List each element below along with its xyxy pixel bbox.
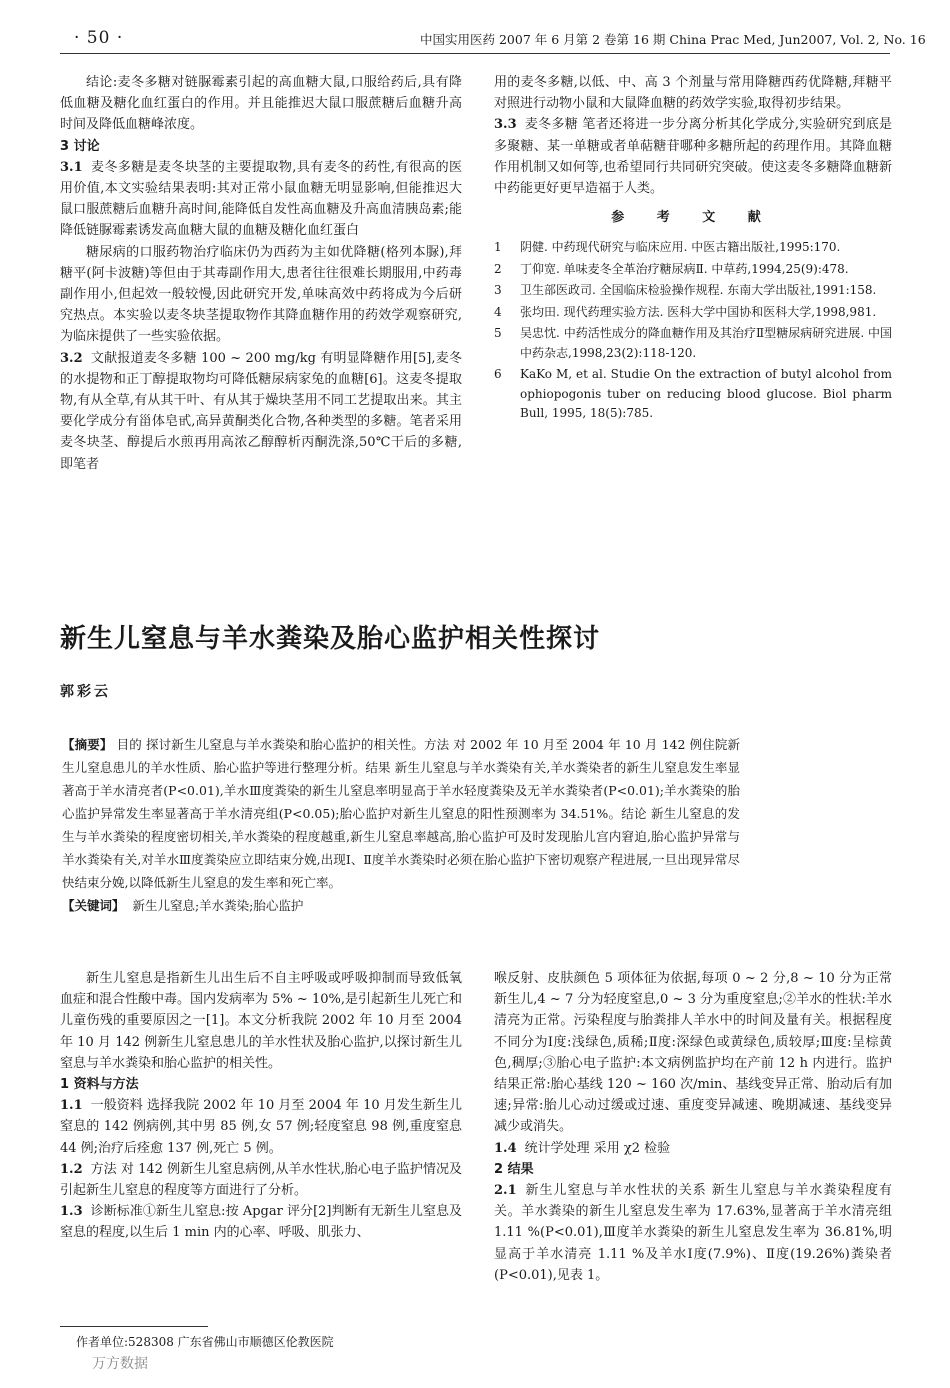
section-number: 1.2 <box>60 1161 83 1177</box>
section-text: 诊断标准①新生儿窒息:按 Apgar 评分[2]判断有无新生儿窒息及窒息的程度,以生后 1 min 内的心率、呼吸、肌张力、 <box>60 1204 462 1241</box>
continued-paragraph: 用的麦冬多糖,以低、中、高 3 个剂量与常用降糖西药优降糖,拜糖平对照进行动物小鼠和大鼠降血糖的药效学实验,取得初步结果。 <box>494 75 892 112</box>
prev-left-column <box>60 72 462 475</box>
section-text: 一般资料 选择我院 2002 年 10 月至 2004 年 10 月发生新生儿窒息的 142 例病例,其中男 85 例,女 57 例;轻度窒息 98 例,重度窒息 44 例;治疗后痊愈 137 例,死亡 5 例。 <box>60 1098 462 1156</box>
section-3-3 <box>494 114 892 199</box>
article-title: 新生儿窒息与羊水粪染及胎心监护相关性探讨 <box>60 624 601 654</box>
abstract-label: 【摘要】 <box>62 737 113 752</box>
section-2-1 <box>494 1180 892 1286</box>
keywords-label: 【关键词】 <box>62 898 125 913</box>
journal-header: 中国实用医药 2007 年 6 月第 2 卷第 16 期 China Prac Med, Jun2007, Vol. 2, No. 16 <box>420 32 926 47</box>
author-name: 郭彩云 <box>60 684 111 700</box>
section-number: 3.1 <box>60 159 83 175</box>
reference-text: KaKo M, et al. Studie On the extraction of butyl alcohol from ophiopogonis tuber on reducing blood glucose. Biol pharm Bull, 1995, 18(5):785. <box>520 367 892 421</box>
reference-item <box>494 324 892 363</box>
reference-item <box>494 281 892 301</box>
reference-number: 5 <box>494 326 502 341</box>
section-1-3 <box>60 1201 462 1243</box>
reference-text: 丁仰宽. 单味麦冬全革治疗糖尿病Ⅱ. 中草药,1994,25(9):478. <box>520 261 849 276</box>
section-3-1 <box>60 157 462 242</box>
section-text: 方法 对 142 例新生儿窒息病例,从羊水性状,胎心电子监护情况及引起新生儿窒息的程度等方面进行了分析。 <box>60 1161 462 1199</box>
section-number: 3.3 <box>494 117 517 133</box>
section-heading-discussion: 3 讨论 <box>60 138 100 154</box>
reference-number: 2 <box>494 261 502 276</box>
reference-item <box>494 238 892 258</box>
watermark: 万方数据 <box>92 1356 148 1372</box>
section-heading-methods: 1 资料与方法 <box>60 1077 139 1093</box>
reference-text: 张均田. 现代药理实验方法. 医科大学中国协和医科大学,1998,981. <box>520 304 877 319</box>
section-text: 文献报道麦冬多糖 100 ~ 200 mg/kg 有明显降糖作用[5],麦冬的水提物和正丁醇提取物均可降低糖尿病家兔的血糖[6]。这麦冬提取物,有从全草,有从其干叶、有从其于燥块茎用不同工艺提取出来。其主要化学成分有甾体皂甙,高异黄酮类化合物,各种类型的多糖。笔者采用麦冬块茎、醇提后水煎再用高浓乙醇醇析丙酮洗涤,50℃干后的多糖,即笔者 <box>60 350 462 472</box>
reference-item <box>494 303 892 323</box>
abstract-block <box>62 733 740 917</box>
reference-item <box>494 260 892 280</box>
conclusion-paragraph: 结论:麦冬多糖对链脲霉素引起的高血糖大鼠,口服给药后,具有降低血糖及糖化血红蛋白的作用。并且能推迟大鼠口服蔗糖后血糖升高时间及降低血糖峰浓度。 <box>60 75 462 133</box>
reference-text: 阴健. 中药现代研究与临床应用. 中医古籍出版社,1995:170. <box>520 240 841 255</box>
page-number: · 50 · <box>74 28 124 48</box>
abstract-paragraph <box>62 733 740 894</box>
author-affiliation: 作者单位:528308 广东省佛山市顺德区伦教医院 <box>76 1335 334 1349</box>
reference-list <box>494 238 892 424</box>
diabetes-paragraph: 糖尿病的口服药物治疗临床仍为西药为主如优降糖(格列本脲),拜糖平(阿卡波糖)等但由于其毒副作用大,患者往往很难长期服用,中药毒副作用小,但起效一般较慢,因此研究开发,单味高效中药将成为今后研究热点。本实验以麦冬块茎提取物作其降血糖作用的药效学观察研究,为临床提供了一些实验依据。 <box>60 244 462 345</box>
continued-paragraph: 喉反射、皮肤颜色 5 项体征为依据,每项 0 ~ 2 分,8 ~ 10 分为正常新生儿,4 ~ 7 分为轻度窒息,0 ~ 3 分为重度窒息;②羊水的性状:羊水清亮为正常。污染程度与胎粪排人羊水中的时间及量有关。根据程度不同分为Ⅰ度:浅绿色,质稀;Ⅱ度:深绿色或黄绿色,质较厚;Ⅲ度:呈棕黄色,稠厚;③胎心电子监护:本文病例监护均在产前 12 h 内进行。监护结果正常:胎心基线 120 ~ 160 次/min、基线变异正常、胎动后有加速;异常:胎儿心动过缓或过速、重度变异减速、晚期减速、基线变异减少或消失。 <box>494 971 892 1135</box>
article-right-column <box>494 968 892 1286</box>
section-3-2 <box>60 348 462 475</box>
section-text: 麦冬多糖 笔者还将进一步分离分析其化学成分,实验研究到底是多聚糖、某一单糖或者单萜糖苷哪种多糖所起的药理作用。其降血糖作用机制又如何等,也希望同行共同研究突破。使这麦冬多糖降血糖新中药能更好更早造福于人类。 <box>494 117 892 197</box>
reference-number: 4 <box>494 304 502 319</box>
section-number: 2.1 <box>494 1183 517 1199</box>
reference-number: 6 <box>494 367 502 382</box>
keywords-paragraph <box>62 894 740 917</box>
section-number: 1.1 <box>60 1098 83 1114</box>
section-text: 新生儿窒息与羊水性状的关系 新生儿窒息与羊水粪染程度有关。羊水粪染的新生儿窒息发生率为 17.63%,显著高于羊水清亮组 1.11 %(P<0.01),Ⅲ度羊水粪染的新生儿窒息发生率为 36.81%,明显高于羊水清亮 1.11 %及羊水Ⅰ度(7.9%)、Ⅱ度(19.26%)粪染者(P<0.01),见表 1。 <box>494 1183 892 1283</box>
keywords-text: 新生儿窒息;羊水粪染;胎心监护 <box>132 898 304 913</box>
reference-item <box>494 365 892 424</box>
abstract-text: 目的 探讨新生儿窒息与羊水粪染和胎心监护的相关性。方法 对 2002 年 10 月至 2004 年 10 月 142 例住院新生儿窒息患儿的羊水性质、胎心监护等进行整理分析。结果 新生儿窒息与羊水粪染有关,羊水粪染者的新生儿窒息发生率显著高于羊水清亮者(P<0.01),羊水Ⅲ度粪染的新生儿窒息率明显高于羊水轻度粪染及无羊水粪染者(P<0.01);羊水粪染的胎心监护异常发生率显著高于羊水清亮组(P<0.05);胎心监护对新生儿窒息的阳性预测率为 34.51%。结论 新生儿窒息的发生与羊水粪染的程度密切相关,羊水粪染的程度越重,新生儿窒息率越高,胎心监护可及时发现胎儿宫内窘迫,胎心监护异常与羊水粪染有关,对羊水Ⅲ度粪染应立即结束分娩,出现Ⅰ、Ⅱ度羊水粪染时必须在胎心监护下密切观察产程进展,一旦出现异常尽快结束分娩,以降低新生儿窒息的发生率和死亡率。 <box>62 737 740 890</box>
reference-text: 吴忠忱. 中药活性成分的降血糖作用及其治疗Ⅱ型糖尿病研究进展. 中国中药杂志,1998,23(2):118-120. <box>520 326 892 360</box>
article-left-column <box>60 968 462 1244</box>
section-heading-results: 2 结果 <box>494 1161 534 1177</box>
section-number: 1.3 <box>60 1204 83 1220</box>
reference-text: 卫生部医政司. 全国临床检验操作规程. 东南大学出版社,1991:158. <box>520 283 877 298</box>
section-number: 3.2 <box>60 350 83 366</box>
reference-number: 3 <box>494 283 502 298</box>
prev-right-column <box>494 72 892 426</box>
section-1-1 <box>60 1095 462 1159</box>
section-1-2 <box>60 1159 462 1201</box>
intro-paragraph: 新生儿窒息是指新生儿出生后不自主呼吸或呼吸抑制而导致低氧血症和混合性酸中毒。国内发病率为 5% ~ 10%,是引起新生儿死亡和儿童伤残的重要原因之一[1]。本文分析我院 2002 年 10 月至 2004 年 10 月 142 例新生儿窒息患儿的羊水性状及胎心监护,以探讨新生儿窒息与羊水粪染和胎心监护的相关性。 <box>60 971 462 1071</box>
section-number: 1.4 <box>494 1140 517 1156</box>
section-text: 统计学处理 采用 χ2 检验 <box>524 1140 671 1156</box>
footnote-rule <box>60 1326 208 1327</box>
references-title: 参 考 文 献 <box>611 210 775 226</box>
section-text: 麦冬多糖是麦冬块茎的主要提取物,具有麦冬的药性,有很高的医用价值,本文实验结果表明:其对正常小鼠血糖无明显影响,但能推迟大鼠口服蔗糖后血糖升高时间,能降低自发性高血糖及升高血清胰岛素;能降低链脲霉素诱发高血糖大鼠的血糖及糖化血红蛋白 <box>60 159 462 239</box>
header-rule <box>60 53 890 54</box>
reference-number: 1 <box>494 240 502 255</box>
section-1-4 <box>494 1138 892 1159</box>
